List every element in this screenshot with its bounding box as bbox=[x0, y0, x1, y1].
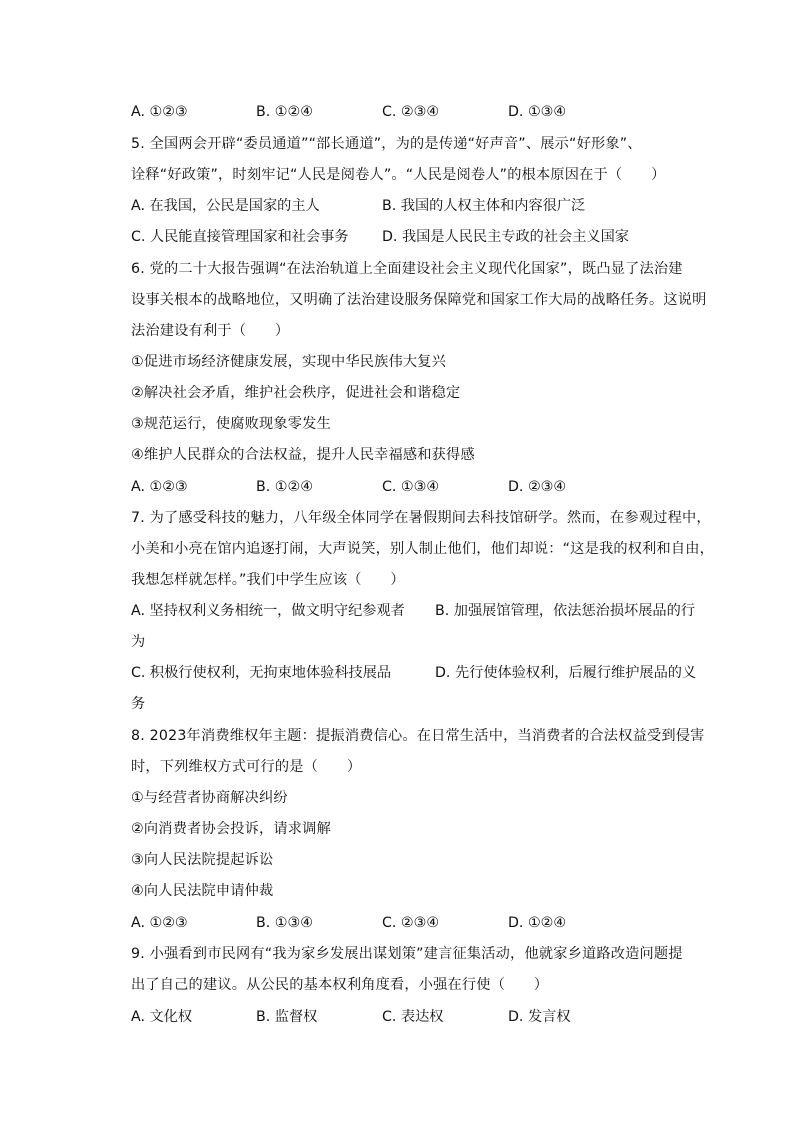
q7-option-d: D. 先行使体验权利，后履行维护展品的义 bbox=[435, 665, 697, 681]
q8-option-c: C. ②③④ bbox=[382, 915, 440, 931]
q9-stem-line-2: 出了自己的建议。从公民的基本权利角度看，小强在行使（ ） bbox=[131, 977, 549, 993]
q5-stem-line-1: 5. 全国两会开辟“委员通道”“部长通道”，为的是传递“好声音”、展示“好形象”、 bbox=[131, 136, 642, 152]
q9-option-d: D. 发言权 bbox=[508, 1009, 571, 1025]
q5-option-c: C. 人民能直接管理国家和社会事务 bbox=[131, 229, 349, 245]
q9-option-b: B. 监督权 bbox=[256, 1009, 318, 1025]
q8-option-a: A. ①②③ bbox=[131, 915, 188, 931]
q5-option-d: D. 我国是人民民主专政的社会主义国家 bbox=[382, 229, 629, 245]
q5-option-a: A. 在我国，公民是国家的主人 bbox=[131, 198, 320, 214]
q8-item-3: ③向人民法院提起诉讼 bbox=[131, 852, 274, 868]
q6-stem-line-3: 法治建设有利于（ ） bbox=[131, 323, 290, 339]
q8-item-1: ①与经营者协商解决纠纷 bbox=[131, 790, 288, 806]
q9-option-c: C. 表达权 bbox=[382, 1009, 444, 1025]
q4-option-b: B. ①②④ bbox=[256, 104, 313, 120]
q8-option-d: D. ①②④ bbox=[508, 915, 567, 931]
q6-item-3: ③规范运行，使腐败现象零发生 bbox=[131, 416, 331, 432]
q6-option-d: D. ②③④ bbox=[508, 479, 567, 495]
q6-item-4: ④维护人民群众的合法权益，提升人民幸福感和获得感 bbox=[131, 447, 475, 463]
q5-option-b: B. 我国的人权主体和内容很广泛 bbox=[382, 198, 586, 214]
q7-option-b: B. 加强展馆管理，依法惩治损坏展品的行 bbox=[435, 603, 695, 619]
q7-stem-line-2: 小美和小亮在馆内追逐打闹，大声说笑，别人制止他们，他们却说：“这是我的权利和自由， bbox=[131, 541, 715, 557]
q7-option-b-wrap: 为 bbox=[131, 634, 146, 650]
q8-item-4: ④向人民法院申请仲裁 bbox=[131, 883, 274, 899]
q6-stem-line-2: 设事关根本的战略地位，又明确了法治建设服务保障党和国家工作大局的战略任务。这说明 bbox=[131, 292, 707, 308]
q6-stem-line-1: 6. 党的二十大报告强调“在法治轨道上全面建设社会主义现代化国家”，既凸显了法治建 bbox=[131, 261, 683, 277]
q6-item-1: ①促进市场经济健康发展，实现中华民族伟大复兴 bbox=[131, 354, 447, 370]
q7-stem-line-3: 我想怎样就怎样。”我们中学生应该（ ） bbox=[131, 572, 405, 588]
q4-option-d: D. ①③④ bbox=[508, 104, 567, 120]
q9-option-a: A. 文化权 bbox=[131, 1009, 193, 1025]
q6-option-a: A. ①②③ bbox=[131, 479, 188, 495]
q7-option-d-wrap: 务 bbox=[131, 696, 146, 712]
q8-option-b: B. ①③④ bbox=[256, 915, 313, 931]
q8-stem-line-1: 8. 2023年消费维权年主题：提振消费信心。在日常生活中，当消费者的合法权益受到侵害 bbox=[131, 728, 705, 744]
q5-stem-line-2: 诠释“好政策”，时刻牢记“人民是阅卷人”。“人民是阅卷人”的根本原因在于（ ） bbox=[131, 167, 666, 183]
q4-option-c: C. ②③④ bbox=[382, 104, 440, 120]
q6-option-b: B. ①②④ bbox=[256, 479, 313, 495]
q9-stem-line-1: 9. 小强看到市民网有“我为家乡发展出谋划策”建言征集活动，他就家乡道路改造问题提 bbox=[131, 946, 683, 962]
q7-stem-line-1: 7. 为了感受科技的魅力，八年级全体同学在暑假期间去科技馆研学。然而，在参观过程中， bbox=[131, 510, 711, 526]
q7-option-a: A. 坚持权利义务相统一，做文明守纪参观者 bbox=[131, 603, 405, 619]
q6-option-c: C. ①③④ bbox=[382, 479, 440, 495]
q8-stem-line-2: 时，下列维权方式可行的是（ ） bbox=[131, 759, 362, 775]
q6-item-2: ②解决社会矛盾，维护社会秩序，促进社会和谐稳定 bbox=[131, 385, 461, 401]
q7-option-c: C. 积极行使权利，无拘束地体验科技展品 bbox=[131, 665, 392, 681]
q8-item-2: ②向消费者协会投诉，请求调解 bbox=[131, 821, 331, 837]
q4-option-a: A. ①②③ bbox=[131, 104, 188, 120]
